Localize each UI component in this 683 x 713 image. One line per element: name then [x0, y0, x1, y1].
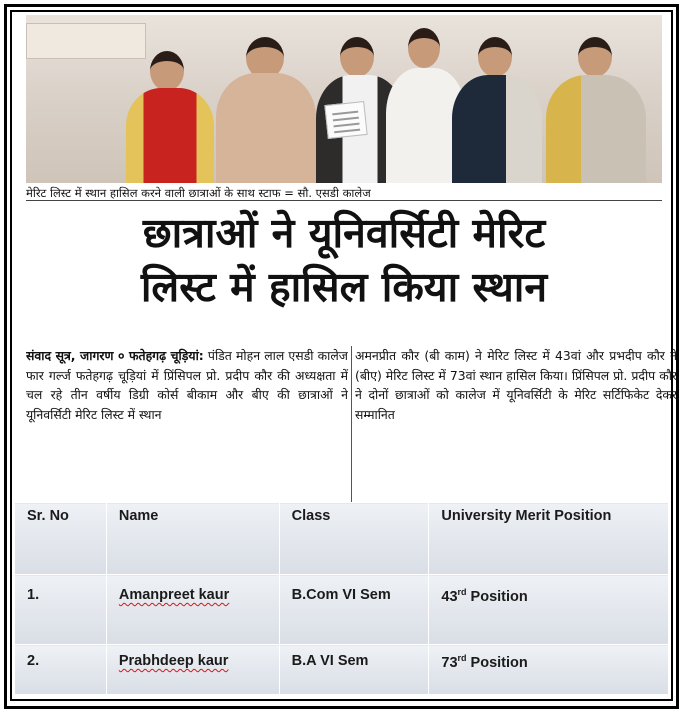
- cell-position: [429, 575, 669, 645]
- position-number: 43: [441, 588, 458, 605]
- position-suffix: rd: [457, 653, 467, 663]
- cell-class: B.A VI Sem: [279, 645, 429, 695]
- news-photo: [26, 15, 662, 183]
- name-text: Amanpreet kaur: [118, 587, 230, 603]
- headline-line-1: छात्राओं ने यूनिवर्सिटी मेरिट: [142, 209, 546, 257]
- position-number: 73: [441, 654, 458, 671]
- merit-table: [14, 502, 669, 695]
- certificate-paper: [324, 101, 367, 139]
- table-header-row: [15, 503, 669, 575]
- person-5: [444, 23, 544, 183]
- name-text: Prabhdeep kaur: [118, 653, 229, 669]
- header-class: Class: [279, 503, 429, 575]
- cell-sr: 1.: [15, 575, 107, 645]
- position-word: Position: [466, 588, 528, 605]
- table-row: [15, 575, 669, 645]
- person-2: [210, 23, 320, 183]
- header-sr-no: Sr. No: [15, 503, 107, 575]
- cell-name: [106, 575, 279, 645]
- cell-class: B.Com VI Sem: [279, 575, 429, 645]
- header-name: Name: [106, 503, 279, 575]
- headline-line-2: लिस्ट में हासिल किया स्थान: [140, 263, 548, 311]
- cell-sr: 2.: [15, 645, 107, 695]
- article-column-left: [26, 346, 348, 504]
- article-text-left: पंडित मोहन लाल एसडी कालेज फार गर्ल्ज फतेहगढ़ चूड़ियां में प्रिंसिपल प्रो. प्रदीप कौर की अध्यक्षता में चल रहे तीन वर्षीय डिग्री कोर्स बीकाम और बीए की छात्राओं ने यूनिवर्सिटी मेरिट लिस्ट में स्थान: [26, 348, 348, 422]
- header-merit-position: University Merit Position: [429, 503, 669, 575]
- headline: [26, 206, 662, 314]
- person-1: [118, 33, 218, 183]
- photo-caption: मेरिट लिस्ट में स्थान हासिल करने वाली छात्राओं के साथ स्टाफ = सौ. एसडी कालेज: [26, 185, 662, 201]
- article-column-right: [355, 346, 677, 504]
- byline: संवाद सूत्र, जागरण ० फतेहगढ़ चूड़ियां:: [26, 348, 204, 363]
- column-divider: [351, 346, 352, 502]
- article-text-right: अमनप्रीत कौर (बी काम) ने मेरिट लिस्ट में 43वां और प्रभदीप कौर ने (बीए) मेरिट लिस्ट में 73वां स्थान हासिल किया। प्रिंसिपल प्रो. प्रदीप कौर ने दोनों छात्राओं को कालेज में यूनिवर्सिटी के मेरिट सर्टिफिकेट देकर सम्मानित: [355, 348, 677, 422]
- position-suffix: rd: [457, 587, 467, 597]
- cell-name: [106, 645, 279, 695]
- table-row: [15, 645, 669, 695]
- person-6: [538, 23, 648, 183]
- cell-position: [429, 645, 669, 695]
- position-word: Position: [466, 654, 528, 671]
